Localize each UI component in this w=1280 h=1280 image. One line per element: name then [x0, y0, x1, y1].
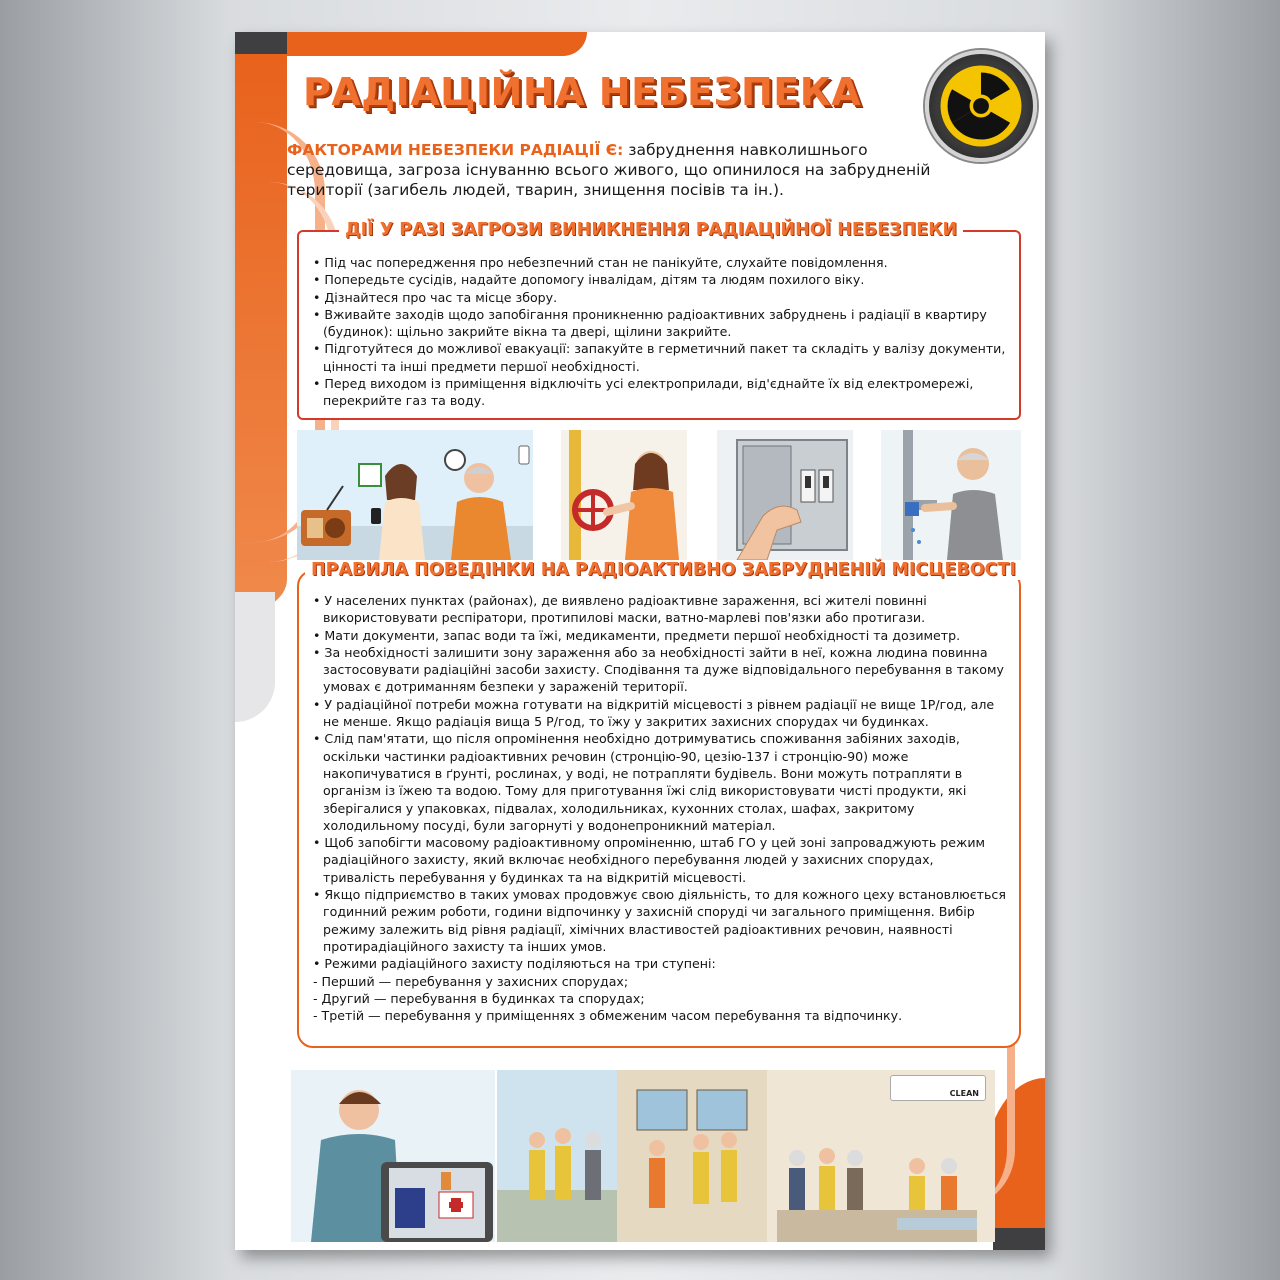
- list-item: • Мати документи, запас води та їжі, медикаменти, предмети першої необхідності та дозиметр.: [313, 627, 961, 643]
- list-item: • У радіаційної потреби можна готувати на відкритій місцевості з рівнем радіації не вище 1Р/год, але не менше. Якщо радіація вища 5 Р/год, то їжу у закритих захисних спорудах чи будинках.: [313, 696, 995, 730]
- decontamination-sign: [890, 1075, 986, 1101]
- illustration-close-water-tap: [881, 430, 1021, 560]
- list-item: - Третій — перебування у приміщеннях з обмеженим часом перебування та відпочинку.: [313, 1008, 903, 1024]
- illustration-close-gas-valve: [561, 430, 687, 560]
- section-title: ДІЇ У РАЗІ ЗАГРОЗИ ВИНИКНЕННЯ РАДІАЦІЙНОЇ НЕБЕЗПЕКИ: [339, 220, 963, 240]
- clean-label: CLEAN: [949, 1089, 979, 1098]
- list-item: • За необхідності залишити зону зараження або за необхідності зайти в неї, кожна людина повинна застосовувати радіаційні засоби захисту. Сподівання та дуже відповідального перебування в такому умовах є дотриманням безпеки у зараженій території.: [313, 644, 1004, 695]
- list-item: • Підготуйтеся до можливої евакуації: запакуйте в герметичний пакет та складіть у валізу документи, цінності та інші предмети першої необхідності.: [313, 341, 1006, 374]
- poster: [235, 32, 1045, 1250]
- intro-text: забруднення навколишнього середовища, загроза існуванню всього живого, що опинилося на забрудненій території (загибель людей, тварин, знищення посівів та ін.).: [287, 141, 931, 199]
- section-contaminated-area-rules: [297, 560, 1021, 1048]
- intro-paragraph: [287, 140, 937, 200]
- bullet-list: [313, 254, 1009, 410]
- illustration-warning-neighbors: [297, 430, 533, 560]
- list-item: - Перший — перебування у захисних спорудах;: [313, 973, 629, 989]
- corner-decoration: [993, 1228, 1045, 1250]
- intro-lead: ФАКТОРАМИ НЕБЕЗПЕКИ РАДІАЦІЇ Є:: [287, 141, 624, 159]
- left-grey-band: [235, 592, 275, 722]
- list-item: • Під час попередження про небезпечний стан не панікуйте, слухайте повідомлення.: [313, 255, 888, 270]
- list-item: • Дізнайтеся про час та місце збору.: [313, 289, 558, 305]
- list-item: • Попередьте сусідів, надайте допомогу інвалідам, дітям та людям похилого віку.: [313, 272, 865, 288]
- section-title: ПРАВИЛА ПОВЕДІНКИ НА РАДІОАКТИВНО ЗАБРУДНЕНІЙ МІСЦЕВОСТІ: [305, 560, 1022, 580]
- illustration-switch-off-electricity: [717, 430, 853, 560]
- list-item: • Якщо підприємство в таких умовах продовжує свою діяльність, то для кожного цеху встановлюється годинний режим роботи, години відпочинку у захисній споруді чи загального приміщення. Вибір режиму залежить від рівня радіації, хімічних властивостей радіоактивних речовин, наявності протирадіаційного захисту та інших умов.: [313, 887, 1006, 954]
- list-item: • Слід пам'ятати, що після опромінення необхідно дотримуватись споживання забіяних заходів, оскільки частинки радіоактивних речовин (стронцію-90, цезію-137 і стронцію-90) може накопичуватися в ґрунті, рослинах, у воді, не потрапляти будівель. Вони можуть потрапляти в організм із їжею та водою. Тому для приготування їжі слід використовувати чисті продукти, які зберігалися у упаковках, підвалах, холодильниках, кухонних столах, шафах, закритому холодильному посуді, були загорнуті у водонепроникний матеріал.: [313, 731, 967, 833]
- poster-title: РАДІАЦІЙНА НЕБЕЗПЕКА: [303, 70, 862, 114]
- bullet-list: [313, 592, 1009, 1024]
- top-orange-band: [287, 32, 587, 56]
- radiation-hazard-icon: [925, 50, 1037, 162]
- list-item: • Режими радіаційного захисту поділяються на три ступені:: [313, 956, 716, 972]
- list-item: • Перед виходом із приміщення відключіть усі електроприлади, від'єднайте їх від електромережі, перекрийте газ та воду.: [313, 376, 974, 409]
- list-item: • У населених пунктах (районах), де виявлено радіоактивне зараження, всі жителі повинні використовувати респіратори, протипилові маски, ватно-марлеві пов'язки або протигази.: [313, 593, 927, 626]
- list-item: - Другий — перебування в будинках та спорудах;: [313, 990, 645, 1006]
- illustration-packing-documents: [291, 1070, 495, 1242]
- section-threat-actions: [297, 220, 1021, 420]
- list-item: • Вживайте заходів щодо запобігання проникненню радіоактивних забруднень і радіації в квартиру (будинок): щільно закрийте вікна та двері, щілини закрийте.: [313, 306, 987, 340]
- corner-decoration: [235, 32, 287, 54]
- list-item: • Щоб запобігти масовому радіоактивному опроміненню, штаб ГО у цей зоні запроваджують режим радіаційного захисту, який включає необхідного перебування людей у захисних спорудах, тривалість перебування у будинках та на відкритій місцевості.: [313, 835, 986, 885]
